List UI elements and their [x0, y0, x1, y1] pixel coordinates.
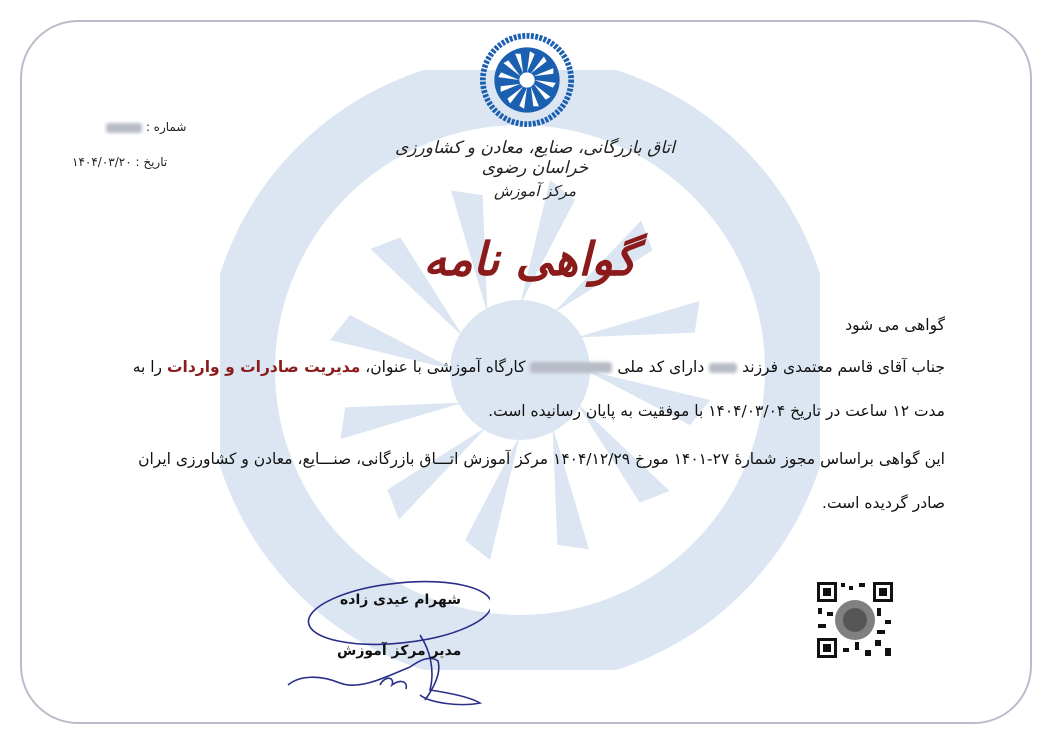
center-name: مرکز آموزش	[493, 182, 576, 200]
redacted-father-name	[709, 363, 737, 373]
course-title: مدیریت صادرات و واردات	[166, 358, 361, 376]
chamber-emblem-icon	[479, 32, 575, 128]
certificate-number	[106, 120, 186, 134]
workshop-text: کارگاه آموزشی با عنوان،	[365, 358, 526, 376]
redacted-national-id	[530, 362, 612, 373]
body-line-3: مدت ۱۲ ساعت در تاریخ ۱۴۰۴/۰۳/۰۴ با موفقیت به پایان رسانیده است.	[488, 402, 945, 420]
line2-end: را به	[132, 358, 163, 376]
date-value: ۱۴۰۴/۰۳/۲۰	[72, 155, 132, 169]
body-line-1: گواهی می شود	[845, 316, 945, 334]
body-line-5: صادر گردیده است.	[822, 494, 945, 512]
recipient-text: جناب آقای قاسم معتمدی فرزند	[742, 358, 945, 376]
date-label: تاریخ :	[135, 155, 168, 169]
organization-name: اتاق بازرگانی، صنایع، معادن و کشاورزی خراسان رضوی	[395, 138, 675, 178]
certificate-title: گواهی نامه	[423, 232, 637, 286]
number-label: شماره :	[145, 120, 187, 134]
body-line-2	[133, 358, 945, 376]
certificate-date	[72, 155, 167, 169]
qr-code-icon	[815, 580, 895, 660]
redacted-number	[106, 123, 142, 133]
signatory-name: شهرام عیدی زاده	[340, 592, 462, 608]
signatory-role: مدیر مرکز آموزش	[337, 643, 462, 659]
body-line-4: این گواهی براساس مجوز شمارۀ ۲۷-۱۴۰۱ مورخ ۱۴۰۴/۱۲/۲۹ مرکز آموزش اتـــاق بازرگانی، صنـــایع، معادن و کشاورزی ایران	[138, 450, 945, 468]
national-id-label: دارای کد ملی	[617, 358, 705, 376]
